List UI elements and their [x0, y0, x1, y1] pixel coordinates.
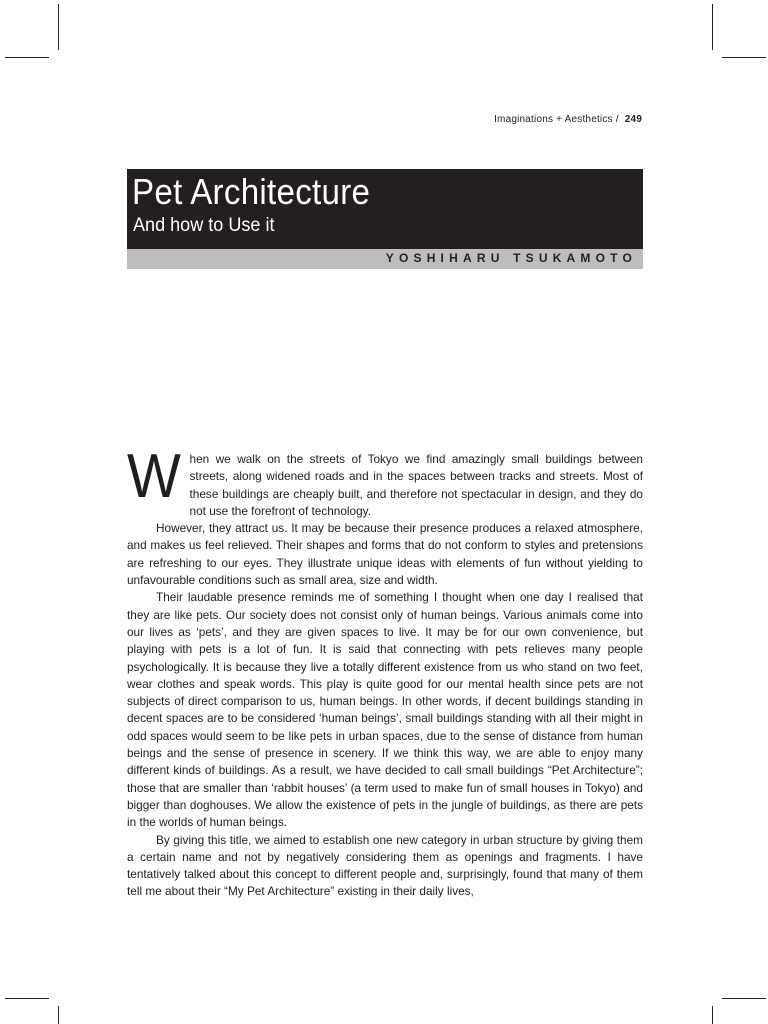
- paragraph-text: hen we walk on the streets of Tokyo we find amazingly small buildings between streets, along widened roads and in the spaces between tracks and streets. Most of these buildings are cheaply built, and therefore not spectacular in design, and they do not use the forefront of technology.: [189, 452, 643, 518]
- article-body: [127, 442, 643, 901]
- body-paragraph: By giving this title, we aimed to establish one new category in urban structure by giving them a certain name and not by negatively considering them as openings and fragments. I have tentatively talked about this concept to different people and, surprisingly, found that many of them tell me about their “My Pet Architecture” existing in their daily lives,: [127, 832, 643, 899]
- running-head: [494, 114, 642, 125]
- page-number: 249: [624, 114, 642, 125]
- drop-cap: W: [127, 442, 181, 511]
- crop-mark-bottom-right-horizontal: [722, 998, 766, 999]
- body-paragraph: [127, 442, 643, 520]
- crop-mark-top-left-horizontal: [5, 57, 49, 58]
- crop-mark-bottom-left-horizontal: [5, 998, 49, 999]
- crop-mark-top-left-vertical: [58, 4, 59, 50]
- crop-mark-bottom-right-vertical: [712, 1006, 713, 1024]
- article-title: Pet Architecture: [132, 171, 371, 212]
- author-bar: [127, 249, 643, 269]
- body-paragraph: Their laudable presence reminds me of something I thought when one day I realised that they are like pets. Our society does not consist only of human beings. Various animals come into our lives as ‘pets’, and they are given spaces to live. It may be for our own convenience, but playing with pets is a lot of fun. It is said that connecting with pets relieves many people psychologically. It is because they live a totally different existence from us who stand on two feet, wear clothes and speak words. This play is quite good for our mental health since pets are not subjects of direct comparison to us, human beings. In other words, if decent buildings standing in decent spaces are to be considered ‘human beings’, small buildings standing with all their might in odd spaces would seem to be like pets in urban spaces, due to the sense of distance from human beings and the sense of presence in scenery. If we think this way, we are able to enjoy many different kinds of buildings. As a result, we have decided to call small buildings “Pet Architecture”; those that are smaller than ‘rabbit houses’ (a term used to make fun of small houses in Tokyo) and bigger than doghouses. We allow the existence of pets in the jungle of buildings, as there are pets in the worlds of human beings.: [127, 590, 643, 830]
- body-paragraph: However, they attract us. It may be because their presence produces a relaxed atmosphere, and makes us feel relieved. Their shapes and forms that do not conform to styles and pretensions are refreshing to our eyes. They illustrate unique ideas with elements of fun without yielding to unfavourable conditions such as small area, size and width.: [127, 521, 643, 588]
- crop-mark-top-right-horizontal: [722, 57, 766, 58]
- article-subtitle: And how to Use it: [133, 215, 275, 236]
- title-block: [127, 169, 643, 249]
- running-head-text: Imaginations + Aesthetics /: [494, 114, 619, 125]
- crop-mark-bottom-left-vertical: [58, 1006, 59, 1024]
- author-name: YOSHIHARU TSUKAMOTO: [385, 251, 637, 265]
- crop-mark-top-right-vertical: [712, 4, 713, 50]
